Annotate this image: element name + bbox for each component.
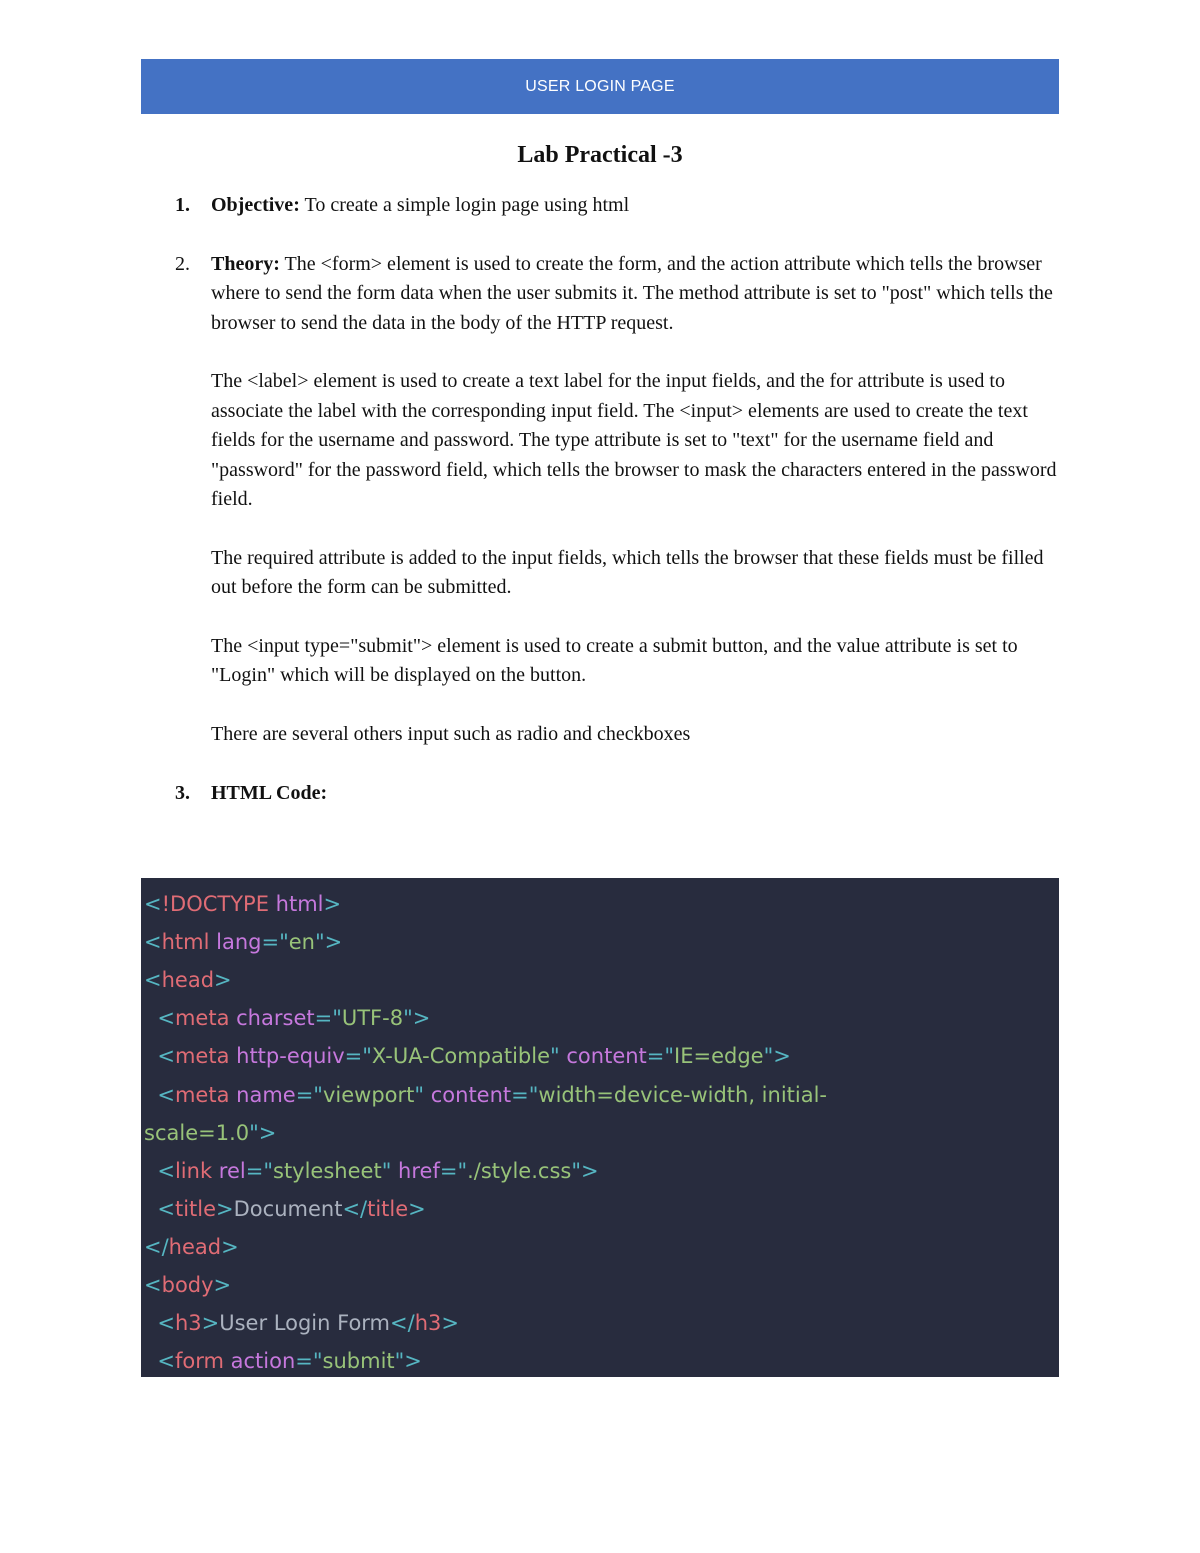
code-token: [144, 1006, 157, 1030]
code-token: head: [161, 968, 215, 993]
code-token: ": [414, 1082, 425, 1107]
code-token: [144, 1159, 157, 1183]
code-line: [144, 1190, 426, 1228]
code-token: lang: [216, 930, 262, 955]
code-line: [144, 1152, 599, 1190]
code-token: >: [201, 1311, 220, 1336]
code-token: <: [157, 1082, 175, 1107]
code-token: content: [430, 1082, 512, 1107]
code-token: >: [323, 892, 342, 916]
section-paragraph: [211, 367, 1059, 514]
code-token: <: [157, 1044, 175, 1069]
code-token: ">: [314, 930, 343, 955]
code-token: rel: [218, 1158, 246, 1183]
code-token: [269, 892, 276, 916]
code-token: </: [390, 1311, 415, 1336]
code-token: =": [344, 1044, 372, 1069]
code-token: width=device-width, initial-: [538, 1082, 828, 1107]
code-token: UTF-8: [341, 1006, 404, 1031]
code-line: [144, 923, 342, 961]
code-token: [424, 1083, 431, 1107]
code-token: name: [236, 1082, 296, 1107]
section-heading: Objective:: [211, 194, 300, 216]
code-token: ">: [249, 1120, 277, 1145]
code-line: [144, 999, 430, 1037]
code-token: =": [646, 1044, 675, 1069]
code-token: User Login Form: [219, 1311, 391, 1336]
code-line: [144, 1304, 459, 1342]
code-token: [144, 1083, 157, 1107]
code-token: meta: [174, 1006, 230, 1031]
code-token: charset: [236, 1006, 315, 1031]
code-line: [144, 1266, 231, 1304]
code-line: [144, 961, 232, 999]
section-number: 2.: [175, 252, 190, 275]
code-token: >: [441, 1311, 459, 1336]
section-paragraph: [211, 544, 1059, 603]
code-token: =": [314, 1006, 342, 1031]
code-token: <: [157, 1349, 175, 1374]
code-line: [144, 1076, 827, 1114]
code-token: form: [174, 1349, 224, 1374]
code-token: >: [408, 1196, 426, 1221]
code-token: <: [157, 1158, 175, 1183]
code-line: [144, 885, 341, 923]
code-token: head: [168, 1234, 222, 1259]
section-heading: Theory:: [211, 252, 280, 275]
code-block: [141, 878, 1059, 1377]
code-token: IE=edge: [674, 1044, 764, 1069]
code-token: </: [342, 1196, 368, 1221]
code-token: h3: [174, 1311, 202, 1336]
code-token: Document: [233, 1196, 343, 1221]
code-token: body: [161, 1273, 214, 1297]
code-token: scale=1.0: [144, 1120, 250, 1145]
code-token: ./style.css: [467, 1158, 572, 1183]
code-token: viewport: [322, 1082, 415, 1107]
code-token: <: [144, 930, 162, 955]
section-number: 3.: [175, 782, 190, 805]
code-token: ">: [571, 1158, 599, 1183]
code-token: =": [439, 1158, 468, 1183]
code-token: =": [511, 1082, 539, 1107]
code-token: >: [214, 968, 232, 993]
code-token: html: [161, 930, 210, 955]
code-token: </: [144, 1234, 169, 1259]
code-token: submit: [322, 1349, 395, 1374]
document-title: Lab Practical -3: [517, 142, 683, 168]
code-token: <: [144, 1273, 162, 1297]
code-token: <: [144, 892, 162, 916]
paragraph-text: To create a simple login page using html: [304, 194, 630, 216]
section-paragraph: [211, 191, 1059, 220]
code-token: =": [295, 1082, 323, 1107]
code-token: <: [157, 1311, 175, 1336]
code-token: title: [174, 1196, 217, 1221]
section-2: [141, 250, 1059, 750]
code-token: ": [381, 1158, 392, 1183]
document-sections: [141, 191, 1059, 838]
code-token: <: [157, 1006, 175, 1031]
section-paragraph: [211, 720, 1059, 749]
paragraph-text: There are several others input such as radio and checkboxes: [211, 723, 691, 746]
code-token: X-UA-Compatible: [371, 1044, 551, 1069]
section-1: [141, 191, 1059, 220]
paragraph-text: The required attribute is added to the input fields, which tells the browser that these fields must be filled out before the form can be submitted.: [211, 546, 1044, 599]
code-token: [144, 1311, 157, 1335]
code-token: =": [261, 930, 289, 955]
code-token: [144, 1349, 157, 1373]
code-token: [212, 1159, 219, 1183]
code-token: title: [367, 1196, 409, 1221]
code-token: >: [216, 1196, 234, 1221]
code-token: =": [295, 1349, 323, 1374]
code-token: html: [275, 892, 324, 916]
paragraph-text: The <input type="submit"> element is used to create a submit button, and the value attribute is set to "Login" which will be displayed on the button.: [211, 635, 1018, 687]
code-token: [224, 1349, 231, 1373]
code-line: [144, 1342, 422, 1377]
code-token: action: [230, 1349, 296, 1374]
code-token: content: [566, 1044, 647, 1069]
code-token: en: [288, 930, 315, 955]
page-header-bar: [141, 59, 1059, 114]
code-token: meta: [174, 1082, 230, 1107]
code-token: href: [398, 1158, 440, 1183]
code-token: <: [157, 1196, 175, 1221]
code-token: ": [550, 1044, 560, 1069]
paragraph-text: The <form> element is used to create the form, and the action attribute which tells the browser where to send the form data when the user submits it. The method attribute is set to "post" which tells the browser to send the data in the body of the HTTP request.: [211, 252, 1053, 334]
code-token: [144, 1044, 157, 1068]
section-paragraph: [211, 632, 1059, 691]
code-token: =": [245, 1158, 273, 1183]
code-token: !DOCTYPE: [161, 892, 269, 916]
code-token: http-equiv: [236, 1044, 345, 1069]
section-number: 1.: [175, 194, 190, 216]
paragraph-text: The <label> element is used to create a text label for the input fields, and the for attribute is used to associate the label with the corresponding input field. The <input> elements are used to create the text fields for the username and password. The type attribute is set to "text" for the username field and "password" for the password field, which tells the browser to mask the characters entered in the password field.: [211, 370, 1057, 511]
code-token: >: [221, 1234, 239, 1259]
section-heading: HTML Code:: [211, 782, 328, 805]
code-line: [144, 1037, 791, 1075]
code-token: h3: [414, 1311, 442, 1336]
code-token: ">: [403, 1006, 431, 1031]
code-token: meta: [174, 1044, 230, 1069]
code-token: <: [144, 968, 162, 993]
code-token: stylesheet: [273, 1158, 382, 1183]
code-token: link: [174, 1158, 213, 1183]
code-line: [144, 1228, 239, 1266]
code-token: >: [213, 1273, 232, 1297]
code-token: [144, 1197, 157, 1221]
section-3: [141, 779, 1059, 808]
code-token: ">: [394, 1349, 422, 1374]
code-line: [144, 1114, 276, 1152]
code-token: ">: [763, 1044, 791, 1069]
page-header-title: USER LOGIN PAGE: [525, 77, 675, 95]
section-paragraph: [211, 250, 1059, 338]
